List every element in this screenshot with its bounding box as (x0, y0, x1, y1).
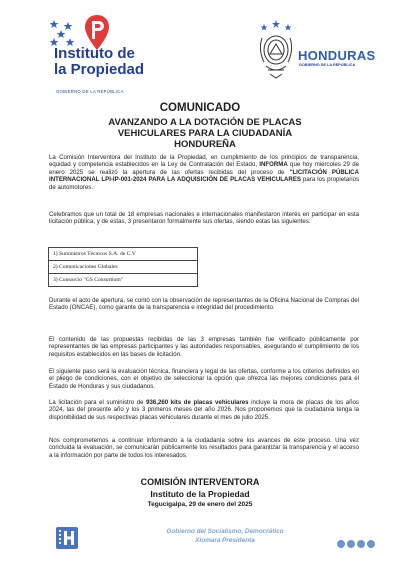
social-icons (337, 535, 377, 553)
paragraph-7: Nos comprometemos a continuar informando a la ciudadanía sobre los avances de este proceso. Una vez concluida la evaluación, se comunicarán públicamente los resultados para garantizar la transparencia y el acceso a la información por parte de todos los interesados. (49, 437, 359, 459)
signature-commission: COMISIÓN INTERVENTORA (140, 477, 260, 487)
facebook-icon[interactable] (337, 540, 345, 548)
offers-table (48, 247, 198, 287)
paragraph-1: La Comisión Interventora del Instituto de la Propiedad, en cumplimiento de los principios de transparencia, equidad y competencia establecidos en la Ley de Contratación del Estado, INFORMA que hoy miércoles 29 de enero 2025 se realizó la apertura de las ofertas recibidas del proceso de "LICITACIÓN PÚBLICA INTERNACIONAL LPI-IP-001-2024 PARA LA ADQUISICIÓN DE PLACAS VEHICULARES para los propietarios de automotores. (49, 154, 360, 191)
government-h-logo (56, 527, 78, 549)
table-row (49, 248, 198, 261)
youtube-icon[interactable] (367, 540, 375, 548)
footer-slogan: Gobierno del Socialismo, Democrático Xiomara Presidenta (166, 528, 284, 544)
institute-name: Instituto de la Propiedad (54, 45, 145, 78)
signature-place-date: Tegucigalpa, 29 de enero del 2025 (147, 501, 253, 508)
honduras-logo (248, 18, 388, 88)
signature-institute: Instituto de la Propiedad (150, 489, 250, 499)
footer (0, 521, 400, 565)
document-title: COMUNICADO (159, 102, 241, 114)
table-row (49, 261, 198, 274)
offer-cell: 2) Comunicaciones Globales (49, 261, 198, 274)
institute-subtitle: GOBIERNO DE LA REPÚBLICA (56, 89, 124, 94)
table-row (49, 274, 198, 287)
paragraph-2: Celebramos que un total de 18 empresas nacionales e internacionales manifestaron interés en participar en esta licitación pública, y de estas, 3 presentaron formalmente sus ofertas, siendo estas las siguientes: (49, 211, 359, 226)
offer-cell: 3) Consorcio "GS Consortium" (49, 274, 198, 287)
instagram-icon[interactable] (357, 540, 365, 548)
twitter-icon[interactable] (347, 540, 355, 548)
institute-logo (48, 14, 198, 94)
offer-cell: 1) Suministros Técnicos S.A. de C.V (49, 248, 198, 261)
coat-of-arms-icon (256, 18, 296, 80)
country-subtitle: GOBIERNO DE LA REPÚBLICA (299, 63, 356, 67)
paragraph-6: La licitación para el suministro de 936,260 kits de placas vehiculares incluye la mora de placas de los años 2024, las del presente año y los 3 primeros meses del año 2026. Nos proponemos que la ciudadanía tenga la disponibilidad de sus respectivas placas vehiculares durante el mes de julio 2025. (49, 399, 359, 421)
paragraph-4: El contenido de las propuestas recibidas de las 3 empresas también fue verificado públicamente por representantes de las empresas participantes y las autoridades responsables, asegurando el cumplimiento de los requisitos establecidos en las bases de licitación. (49, 336, 359, 358)
document-subtitle: AVANZANDO A LA DOTACIÓN DE PLACAS VEHICULARES PARA LA CIUDADANÍA HONDUREÑA (108, 117, 302, 150)
country-name: HONDURAS (298, 48, 376, 63)
paragraph-5: El siguiente paso será la evaluación técnica, financiera y legal de las ofertas, conforme a los criterios definidos en el pliego de condiciones, con el objetivo de seleccionar la opción que ofrezca las mejores condiciones para el Estado de Honduras y sus ciudadanos. (49, 368, 359, 390)
paragraph-3: Durante el acto de apertura, se contó con la observación de representantes de la Oficina Nacional de Compras del Estado (ONCAE), como garante de la transparencia e integridad del procedimiento. (49, 297, 359, 312)
